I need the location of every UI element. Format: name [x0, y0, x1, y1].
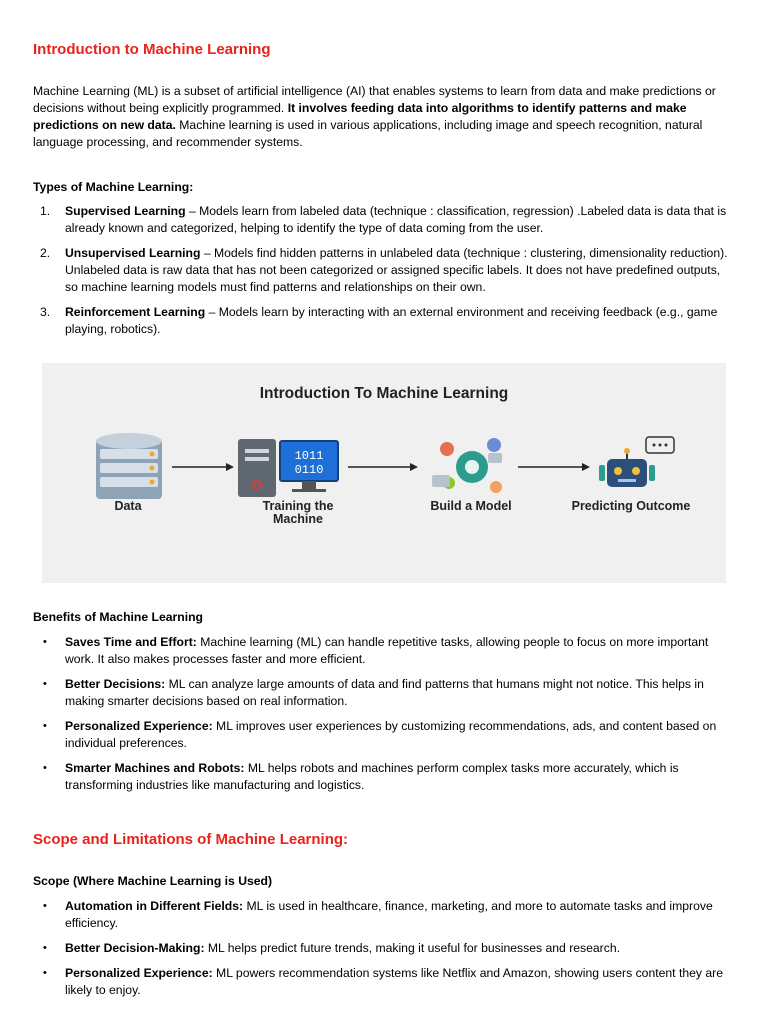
screen-line-1: 1011: [294, 449, 324, 463]
diagram-title: Introduction To Machine Learning: [259, 385, 509, 402]
arrow-icon: [348, 463, 418, 471]
item-text: ML helps robots and machines perform complex tasks more accurately, which is transforming industries like manufacturing and logistics.: [65, 761, 679, 792]
step-label-data: Data: [114, 499, 142, 513]
bullet-icon: •: [43, 720, 47, 732]
list-number: 3.: [40, 305, 51, 319]
bullet-icon: •: [43, 967, 47, 979]
step-label-outcome: Predicting Outcome: [571, 499, 691, 513]
database-icon: [96, 433, 162, 499]
bullet-icon: •: [43, 942, 47, 954]
item-title: Automation in Different Fields:: [65, 899, 244, 913]
intro-paragraph: [33, 83, 733, 151]
list-item: [33, 760, 735, 794]
item-text: – Models learn from labeled data (technique : classification, regression) .Labeled data is data that is already known and categorized, helping to identify the type of data coming from the user.: [65, 204, 727, 235]
types-list: [33, 203, 733, 338]
step-label-model: Build a Model: [430, 499, 512, 513]
item-text: Machine learning (ML) can handle repetitive tasks, allowing people to focus on more important work. It also makes processes faster and more efficient.: [65, 635, 709, 666]
list-item: [33, 634, 735, 668]
bullet-icon: •: [43, 762, 47, 774]
bullet-icon: •: [43, 678, 47, 690]
intro-text-bold: It involves feeding data into algorithms to identify patterns and make predictions on new data.: [33, 101, 687, 132]
item-text: ML powers recommendation systems like Netflix and Amazon, showing users content they are likely to enjoy.: [65, 966, 723, 997]
item-title: Saves Time and Effort:: [65, 635, 197, 649]
bullet-icon: •: [43, 636, 47, 648]
item-text: ML helps predict future trends, making it useful for businesses and research.: [204, 941, 621, 955]
benefits-list: [33, 634, 735, 794]
robot-icon: [599, 437, 674, 487]
list-item: [33, 898, 735, 932]
intro-text-a: Machine Learning (ML) is a subset of artificial intelligence (AI) that enables systems to learn from data and make predictions or decisions without being explicitly programmed.: [33, 84, 716, 115]
list-number: 1.: [40, 204, 51, 218]
scope-heading: Scope and Limitations of Machine Learning:: [33, 831, 349, 848]
benefits-heading: Benefits of Machine Learning: [33, 610, 203, 624]
intro-text-b: Machine learning is used in various applications, including image and speech recognition, natural language processing, and recommender systems.: [33, 118, 703, 149]
item-text: – Models learn by interacting with an external environment and receiving feedback (e.g., game playing, robotics).: [65, 305, 718, 336]
item-title: Smarter Machines and Robots:: [65, 761, 245, 775]
item-text: ML can analyze large amounts of data and find patterns that humans might not notice. This helps in making smarter decisions based on real information.: [65, 677, 704, 708]
item-title: Personalized Experience:: [65, 966, 213, 980]
list-item: [33, 940, 735, 957]
intro-heading: Introduction to Machine Learning: [33, 41, 271, 58]
step-label-training: Training the Machine: [262, 499, 334, 526]
item-title: Personalized Experience:: [65, 719, 213, 733]
list-item: [33, 676, 735, 710]
scope-list: [33, 898, 735, 999]
item-text: ML improves user experiences by customizing recommendations, ads, and content based on individual preferences.: [65, 719, 717, 750]
item-title: Better Decisions:: [65, 677, 166, 691]
list-number: 2.: [40, 246, 51, 260]
item-text: ML is used in healthcare, finance, marketing, and more to automate tasks and improve efficiency.: [65, 899, 713, 930]
list-item: [33, 718, 735, 752]
diagram-graphics: [42, 363, 726, 583]
list-item: [33, 203, 733, 237]
gears-icon: [432, 438, 502, 493]
arrow-icon: [172, 463, 234, 471]
types-heading: Types of Machine Learning:: [33, 180, 194, 194]
item-title: Reinforcement Learning: [65, 305, 206, 319]
arrow-icon: [518, 463, 590, 471]
ml-diagram: [42, 363, 726, 583]
bullet-icon: •: [43, 900, 47, 912]
item-title: Better Decision-Making:: [65, 941, 205, 955]
list-item: [33, 245, 733, 296]
list-item: [33, 965, 735, 999]
scope-subheading: Scope (Where Machine Learning is Used): [33, 874, 273, 888]
screen-line-2: 0110: [294, 463, 324, 477]
item-title: Supervised Learning: [65, 204, 186, 218]
item-title: Unsupervised Learning: [65, 246, 201, 260]
list-item: [33, 304, 733, 338]
item-text: – Models find hidden patterns in unlabeled data (technique : clustering, dimensionality reduction). Unlabeled data is raw data that has not been categorized or assigned specific labels. It does not have predefined outputs, so machine learning models must find patterns and relationships on their own.: [65, 246, 728, 294]
